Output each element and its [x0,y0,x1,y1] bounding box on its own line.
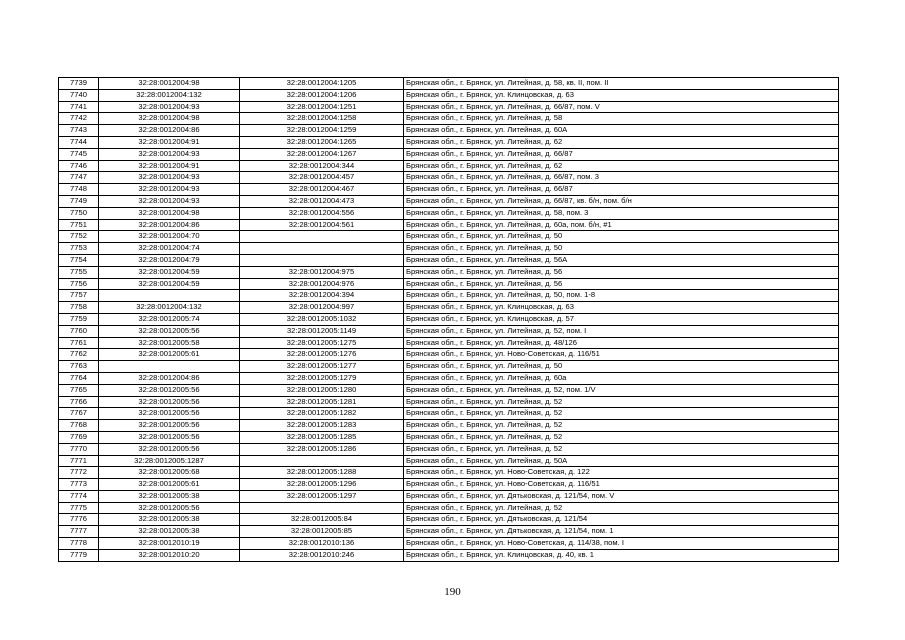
table-row [59,337,839,349]
table-row [59,207,839,219]
parcel-number-cell: 32:28:0012005:58 [99,337,240,349]
building-number-cell: 32:28:0012005:1276 [240,349,404,361]
parcel-number-cell: 32:28:0012004:79 [99,254,240,266]
parcel-number-cell: 32:28:0012005:68 [99,467,240,479]
row-number-cell: 7760 [59,325,99,337]
table-row [59,101,839,113]
row-number-cell: 7746 [59,160,99,172]
table-row [59,254,839,266]
building-number-cell [240,254,404,266]
row-number-cell: 7772 [59,467,99,479]
parcel-number-cell: 32:28:0012005:61 [99,349,240,361]
address-cell: Брянская обл., г. Брянск, ул. Литейная, д. 52, пом. 1/V [404,384,839,396]
row-number-cell: 7764 [59,372,99,384]
row-number-cell: 7761 [59,337,99,349]
address-cell: Брянская обл., г. Брянск, ул. Литейная, д. 66/87 [404,184,839,196]
parcel-number-cell: 32:28:0012005:74 [99,313,240,325]
building-number-cell: 32:28:0012004:976 [240,278,404,290]
table-row [59,113,839,125]
parcel-number-cell: 32:28:0012004:93 [99,195,240,207]
table-row [59,243,839,255]
building-number-cell: 32:28:0012004:1258 [240,113,404,125]
parcel-number-cell: 32:28:0012004:74 [99,243,240,255]
table-row [59,455,839,467]
parcel-number-cell: 32:28:0012004:91 [99,136,240,148]
row-number-cell: 7773 [59,479,99,491]
row-number-cell: 7771 [59,455,99,467]
building-number-cell: 32:28:0012005:1032 [240,313,404,325]
building-number-cell: 32:28:0012004:457 [240,172,404,184]
building-number-cell: 32:28:0012005:1281 [240,396,404,408]
building-number-cell: 32:28:0012005:1288 [240,467,404,479]
building-number-cell: 32:28:0012010:136 [240,538,404,550]
building-number-cell: 32:28:0012004:344 [240,160,404,172]
building-number-cell: 32:28:0012004:561 [240,219,404,231]
building-number-cell: 32:28:0012005:1275 [240,337,404,349]
table-row [59,384,839,396]
table-row [59,479,839,491]
address-cell: Брянская обл., г. Брянск, ул. Ново-Советская, д. 116/51 [404,479,839,491]
table-row [59,325,839,337]
row-number-cell: 7742 [59,113,99,125]
row-number-cell: 7740 [59,89,99,101]
building-number-cell: 32:28:0012005:1283 [240,420,404,432]
address-cell: Брянская обл., г. Брянск, ул. Литейная, д. 56 [404,278,839,290]
parcel-number-cell: 32:28:0012005:56 [99,431,240,443]
table-row [59,526,839,538]
table-row [59,443,839,455]
building-number-cell: 32:28:0012005:1149 [240,325,404,337]
parcel-number-cell: 32:28:0012004:132 [99,302,240,314]
table-row [59,502,839,514]
row-number-cell: 7747 [59,172,99,184]
table-row [59,148,839,160]
table-row [59,278,839,290]
row-number-cell: 7776 [59,514,99,526]
parcel-number-cell: 32:28:0012004:93 [99,101,240,113]
row-number-cell: 7775 [59,502,99,514]
address-cell: Брянская обл., г. Брянск, ул. Литейная, д. 60а, пом. б/н, #1 [404,219,839,231]
table-row [59,361,839,373]
building-number-cell: 32:28:0012004:556 [240,207,404,219]
table-row [59,467,839,479]
address-cell: Брянская обл., г. Брянск, ул. Литейная, д. 60а [404,372,839,384]
parcel-number-cell: 32:28:0012005:56 [99,408,240,420]
address-cell: Брянская обл., г. Брянск, ул. Литейная, д. 66/87, пом. V [404,101,839,113]
table-row [59,396,839,408]
table-row [59,302,839,314]
address-cell: Брянская обл., г. Брянск, ул. Литейная, д. 50, пом. 1-8 [404,290,839,302]
parcel-number-cell: 32:28:0012005:56 [99,420,240,432]
address-cell: Брянская обл., г. Брянск, ул. Ново-Советская, д. 114/38, пом. I [404,538,839,550]
parcel-number-cell: 32:28:0012005:56 [99,384,240,396]
parcel-number-cell: 32:28:0012004:86 [99,125,240,137]
row-number-cell: 7755 [59,266,99,278]
parcel-number-cell: 32:28:0012004:98 [99,207,240,219]
row-number-cell: 7757 [59,290,99,302]
parcel-number-cell: 32:28:0012005:56 [99,325,240,337]
parcel-number-cell [99,290,240,302]
building-number-cell [240,455,404,467]
building-number-cell: 32:28:0012004:1205 [240,78,404,90]
address-cell: Брянская обл., г. Брянск, ул. Литейная, д. 52 [404,502,839,514]
building-number-cell: 32:28:0012005:1277 [240,361,404,373]
address-cell: Брянская обл., г. Брянск, ул. Литейная, д. 58, пом. 3 [404,207,839,219]
building-number-cell: 32:28:0012010:246 [240,549,404,561]
building-number-cell: 32:28:0012005:1280 [240,384,404,396]
row-number-cell: 7743 [59,125,99,137]
building-number-cell: 32:28:0012004:1259 [240,125,404,137]
building-number-cell: 32:28:0012005:1297 [240,490,404,502]
row-number-cell: 7778 [59,538,99,550]
table-row [59,313,839,325]
building-number-cell [240,243,404,255]
building-number-cell: 32:28:0012005:84 [240,514,404,526]
parcel-number-cell: 32:28:0012004:86 [99,372,240,384]
row-number-cell: 7739 [59,78,99,90]
table-row [59,408,839,420]
parcel-number-cell: 32:28:0012004:70 [99,231,240,243]
address-cell: Брянская обл., г. Брянск, ул. Литейная, д. 50 [404,243,839,255]
row-number-cell: 7754 [59,254,99,266]
row-number-cell: 7745 [59,148,99,160]
address-cell: Брянская обл., г. Брянск, ул. Литейная, д. 52 [404,443,839,455]
address-cell: Брянская обл., г. Брянск, ул. Литейная, д. 56 [404,266,839,278]
building-number-cell: 32:28:0012005:85 [240,526,404,538]
parcel-number-cell: 32:28:0012004:93 [99,148,240,160]
address-cell: Брянская обл., г. Брянск, ул. Литейная, д. 52 [404,431,839,443]
row-number-cell: 7779 [59,549,99,561]
row-number-cell: 7744 [59,136,99,148]
address-cell: Брянская обл., г. Брянск, ул. Литейная, д. 58 [404,113,839,125]
building-number-cell: 32:28:0012005:1286 [240,443,404,455]
cadastral-table [58,77,839,562]
address-cell: Брянская обл., г. Брянск, ул. Литейная, д. 62 [404,160,839,172]
parcel-number-cell: 32:28:0012005:56 [99,443,240,455]
building-number-cell: 32:28:0012004:1265 [240,136,404,148]
table-row [59,349,839,361]
table-row [59,431,839,443]
address-cell: Брянская обл., г. Брянск, ул. Литейная, д. 52 [404,408,839,420]
address-cell: Брянская обл., г. Брянск, ул. Литейная, д. 66/87 [404,148,839,160]
row-number-cell: 7766 [59,396,99,408]
address-cell: Брянская обл., г. Брянск, ул. Литейная, д. 50 [404,361,839,373]
row-number-cell: 7770 [59,443,99,455]
parcel-number-cell: 32:28:0012005:38 [99,490,240,502]
row-number-cell: 7765 [59,384,99,396]
row-number-cell: 7753 [59,243,99,255]
parcel-number-cell: 32:28:0012004:93 [99,184,240,196]
table-row [59,172,839,184]
row-number-cell: 7768 [59,420,99,432]
table-row [59,549,839,561]
row-number-cell: 7750 [59,207,99,219]
table-body [59,78,839,562]
address-cell: Брянская обл., г. Брянск, ул. Клинцовская, д. 63 [404,89,839,101]
table-row [59,266,839,278]
table-row [59,78,839,90]
address-cell: Брянская обл., г. Брянск, ул. Дятьковская, д. 121/54, пом. 1 [404,526,839,538]
parcel-number-cell: 32:28:0012004:91 [99,160,240,172]
address-cell: Брянская обл., г. Брянск, ул. Литейная, д. 52, пом. I [404,325,839,337]
address-cell: Брянская обл., г. Брянск, ул. Клинцовская, д. 63 [404,302,839,314]
parcel-number-cell: 32:28:0012005:1287 [99,455,240,467]
building-number-cell: 32:28:0012004:1267 [240,148,404,160]
row-number-cell: 7749 [59,195,99,207]
row-number-cell: 7759 [59,313,99,325]
row-number-cell: 7756 [59,278,99,290]
address-cell: Брянская обл., г. Брянск, ул. Литейная, д. 56А [404,254,839,266]
table-row [59,136,839,148]
building-number-cell: 32:28:0012004:975 [240,266,404,278]
address-cell: Брянская обл., г. Брянск, ул. Дятьковская, д. 121/54, пом. V [404,490,839,502]
building-number-cell: 32:28:0012004:997 [240,302,404,314]
parcel-number-cell: 32:28:0012010:20 [99,549,240,561]
address-cell: Брянская обл., г. Брянск, ул. Литейная, д. 52 [404,396,839,408]
table-row [59,231,839,243]
table-row [59,89,839,101]
row-number-cell: 7769 [59,431,99,443]
building-number-cell: 32:28:0012004:1251 [240,101,404,113]
building-number-cell: 32:28:0012005:1296 [240,479,404,491]
address-cell: Брянская обл., г. Брянск, ул. Клинцовская, д. 40, кв. 1 [404,549,839,561]
parcel-number-cell: 32:28:0012010:19 [99,538,240,550]
row-number-cell: 7752 [59,231,99,243]
building-number-cell: 32:28:0012004:473 [240,195,404,207]
table-row [59,420,839,432]
row-number-cell: 7748 [59,184,99,196]
parcel-number-cell: 32:28:0012004:98 [99,78,240,90]
row-number-cell: 7774 [59,490,99,502]
table-row [59,372,839,384]
address-cell: Брянская обл., г. Брянск, ул. Ново-Советская, д. 122 [404,467,839,479]
building-number-cell: 32:28:0012004:394 [240,290,404,302]
address-cell: Брянская обл., г. Брянск, ул. Ново-Советская, д. 116/51 [404,349,839,361]
table-row [59,195,839,207]
address-cell: Брянская обл., г. Брянск, ул. Литейная, д. 48/126 [404,337,839,349]
page-number: 190 [444,586,461,598]
parcel-number-cell: 32:28:0012004:98 [99,113,240,125]
row-number-cell: 7762 [59,349,99,361]
row-number-cell: 7763 [59,361,99,373]
parcel-number-cell: 32:28:0012005:56 [99,502,240,514]
parcel-number-cell: 32:28:0012004:132 [99,89,240,101]
parcel-number-cell [99,361,240,373]
table-row [59,514,839,526]
parcel-number-cell: 32:28:0012005:61 [99,479,240,491]
row-number-cell: 7767 [59,408,99,420]
table-row [59,219,839,231]
table-row [59,184,839,196]
table-row [59,160,839,172]
address-cell: Брянская обл., г. Брянск, ул. Литейная, д. 66/87, пом. 3 [404,172,839,184]
building-number-cell: 32:28:0012004:467 [240,184,404,196]
row-number-cell: 7758 [59,302,99,314]
address-cell: Брянская обл., г. Брянск, ул. Дятьковская, д. 121/54 [404,514,839,526]
parcel-number-cell: 32:28:0012005:38 [99,526,240,538]
building-number-cell: 32:28:0012005:1285 [240,431,404,443]
address-cell: Брянская обл., г. Брянск, ул. Клинцовская, д. 57 [404,313,839,325]
row-number-cell: 7741 [59,101,99,113]
table-row [59,490,839,502]
table-row [59,125,839,137]
address-cell: Брянская обл., г. Брянск, ул. Литейная, д. 62 [404,136,839,148]
building-number-cell: 32:28:0012004:1206 [240,89,404,101]
parcel-number-cell: 32:28:0012004:59 [99,278,240,290]
parcel-number-cell: 32:28:0012005:38 [99,514,240,526]
row-number-cell: 7751 [59,219,99,231]
building-number-cell: 32:28:0012005:1279 [240,372,404,384]
table-row [59,538,839,550]
parcel-number-cell: 32:28:0012004:59 [99,266,240,278]
building-number-cell [240,502,404,514]
parcel-number-cell: 32:28:0012004:93 [99,172,240,184]
parcel-number-cell: 32:28:0012005:56 [99,396,240,408]
address-cell: Брянская обл., г. Брянск, ул. Литейная, д. 50А [404,455,839,467]
parcel-number-cell: 32:28:0012004:86 [99,219,240,231]
building-number-cell [240,231,404,243]
building-number-cell: 32:28:0012005:1282 [240,408,404,420]
address-cell: Брянская обл., г. Брянск, ул. Литейная, д. 66/87, кв. б/н, пом. б/н [404,195,839,207]
address-cell: Брянская обл., г. Брянск, ул. Литейная, д. 52 [404,420,839,432]
row-number-cell: 7777 [59,526,99,538]
address-cell: Брянская обл., г. Брянск, ул. Литейная, д. 60А [404,125,839,137]
table-row [59,290,839,302]
address-cell: Брянская обл., г. Брянск, ул. Литейная, д. 58, кв. II, пом. II [404,78,839,90]
address-cell: Брянская обл., г. Брянск, ул. Литейная, д. 50 [404,231,839,243]
